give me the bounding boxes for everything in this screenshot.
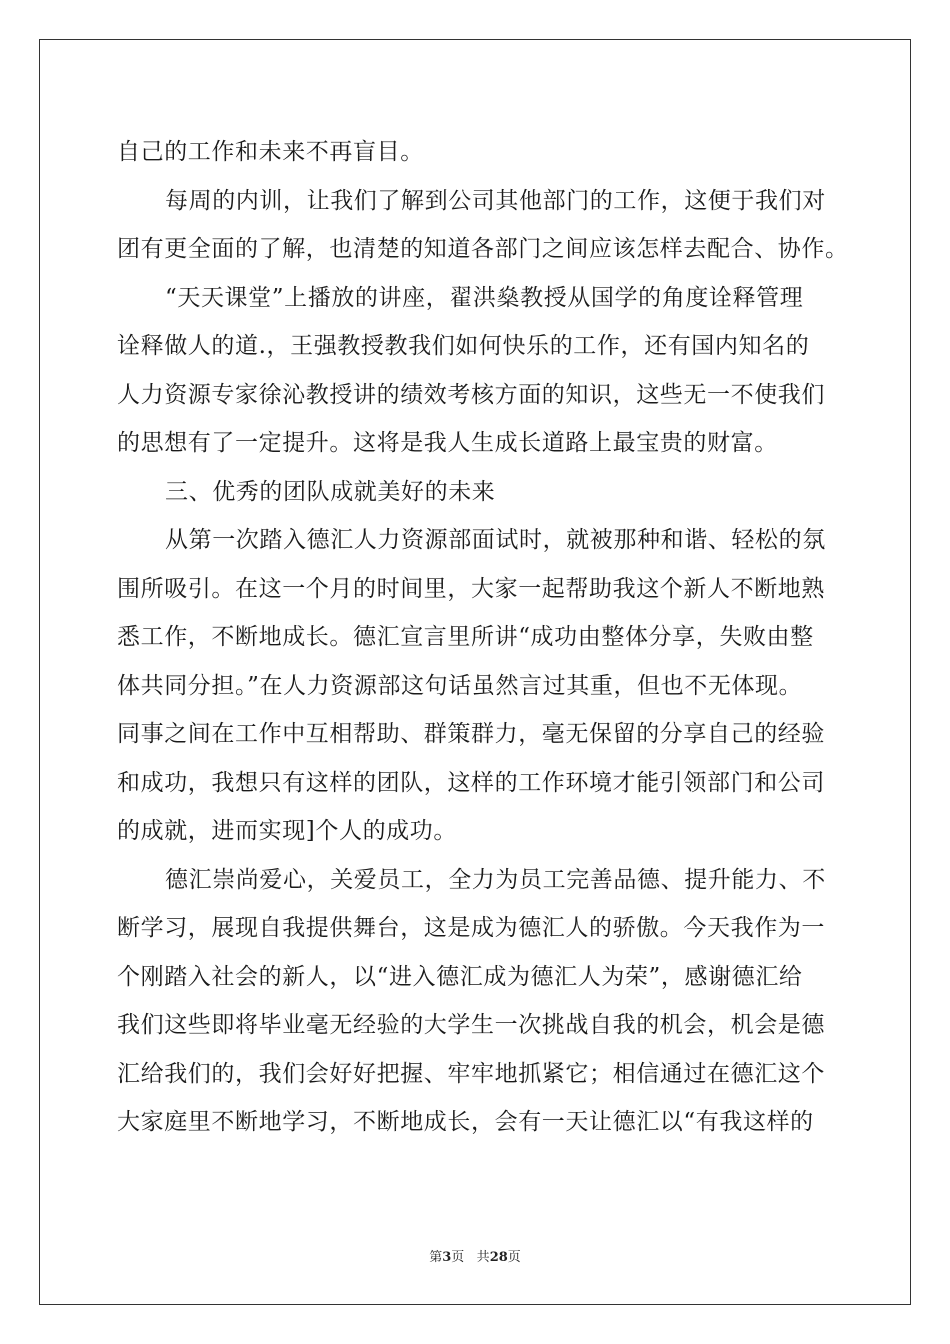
- text-line: 从第一次踏入德汇人力资源部面试时，就被那种和谐、轻松的氛: [165, 527, 826, 553]
- text-line: 大家庭里不断地学习，不断地成长，会有一天让德汇以“有我这样的: [117, 1109, 814, 1135]
- text-line: 断学习，展现自我提供舞台，这是成为德汇人的骄傲。今天我作为一: [117, 915, 825, 941]
- text-line: 的成就，进而实现]个人的成功。: [117, 818, 457, 844]
- text-line: 自己的工作和未来不再盲目。: [117, 139, 424, 165]
- text-line: 个刚踏入社会的新人，以“进入德汇成为德汇人为荣”，感谢德汇给: [117, 963, 803, 990]
- text-line: 德汇崇尚爱心，关爱员工，全力为员工完善品德、提升能力、不: [165, 866, 826, 893]
- text-line: 团有更全面的了解，也清楚的知道各部门之间应该怎样去配合、协作。: [117, 236, 849, 262]
- text-line: “天天课堂”上播放的讲座，翟洪燊教授从国学的角度诠释管理: [165, 284, 804, 311]
- text-line: 体共同分担。”在人力资源部这句话虽然言过其重，但也不无体现。: [117, 672, 803, 699]
- document-body: [117, 128, 852, 1147]
- text-line: 和成功，我想只有这样的团队，这样的工作环境才能引领部门和公司: [117, 769, 825, 796]
- total-pages: 28: [489, 1250, 508, 1265]
- text-line: 每周的内训，让我们了解到公司其他部门的工作，这便于我们对: [165, 187, 826, 214]
- text-line: 的思想有了一定提升。这将是我人生成长道路上最宝贵的财富。: [117, 430, 778, 456]
- text-line: 汇给我们的，我们会好好把握、牢牢地抓紧它；相信通过在德汇这个: [117, 1060, 825, 1087]
- text-line: 围所吸引。在这一个月的时间里，大家一起帮助我这个新人不断地熟: [117, 575, 825, 602]
- text-line: 悉工作，不断地成长。德汇宣言里所讲“成功由整体分享，失败由整: [117, 624, 814, 650]
- page-number: 3: [442, 1250, 452, 1265]
- section-heading: 三、优秀的团队成就美好的未来: [165, 478, 496, 505]
- total-suffix: 页: [507, 1250, 521, 1265]
- page-prefix: 第: [429, 1250, 443, 1265]
- page-footer: [0, 1246, 950, 1265]
- text-line: 诠释做人的道.，王强教授教我们如何快乐的工作，还有国内知名的: [117, 333, 810, 359]
- text-line: 我们这些即将毕业毫无经验的大学生一次挑战自我的机会，机会是德: [117, 1012, 825, 1038]
- text-line: 人力资源专家徐沁教授讲的绩效考核方面的知识，这些无一不使我们: [117, 381, 825, 408]
- text-line: 同事之间在工作中互相帮助、群策群力，毫无保留的分享自己的经验: [117, 721, 825, 747]
- total-prefix: 共: [476, 1250, 490, 1265]
- page-suffix: 页: [451, 1250, 465, 1265]
